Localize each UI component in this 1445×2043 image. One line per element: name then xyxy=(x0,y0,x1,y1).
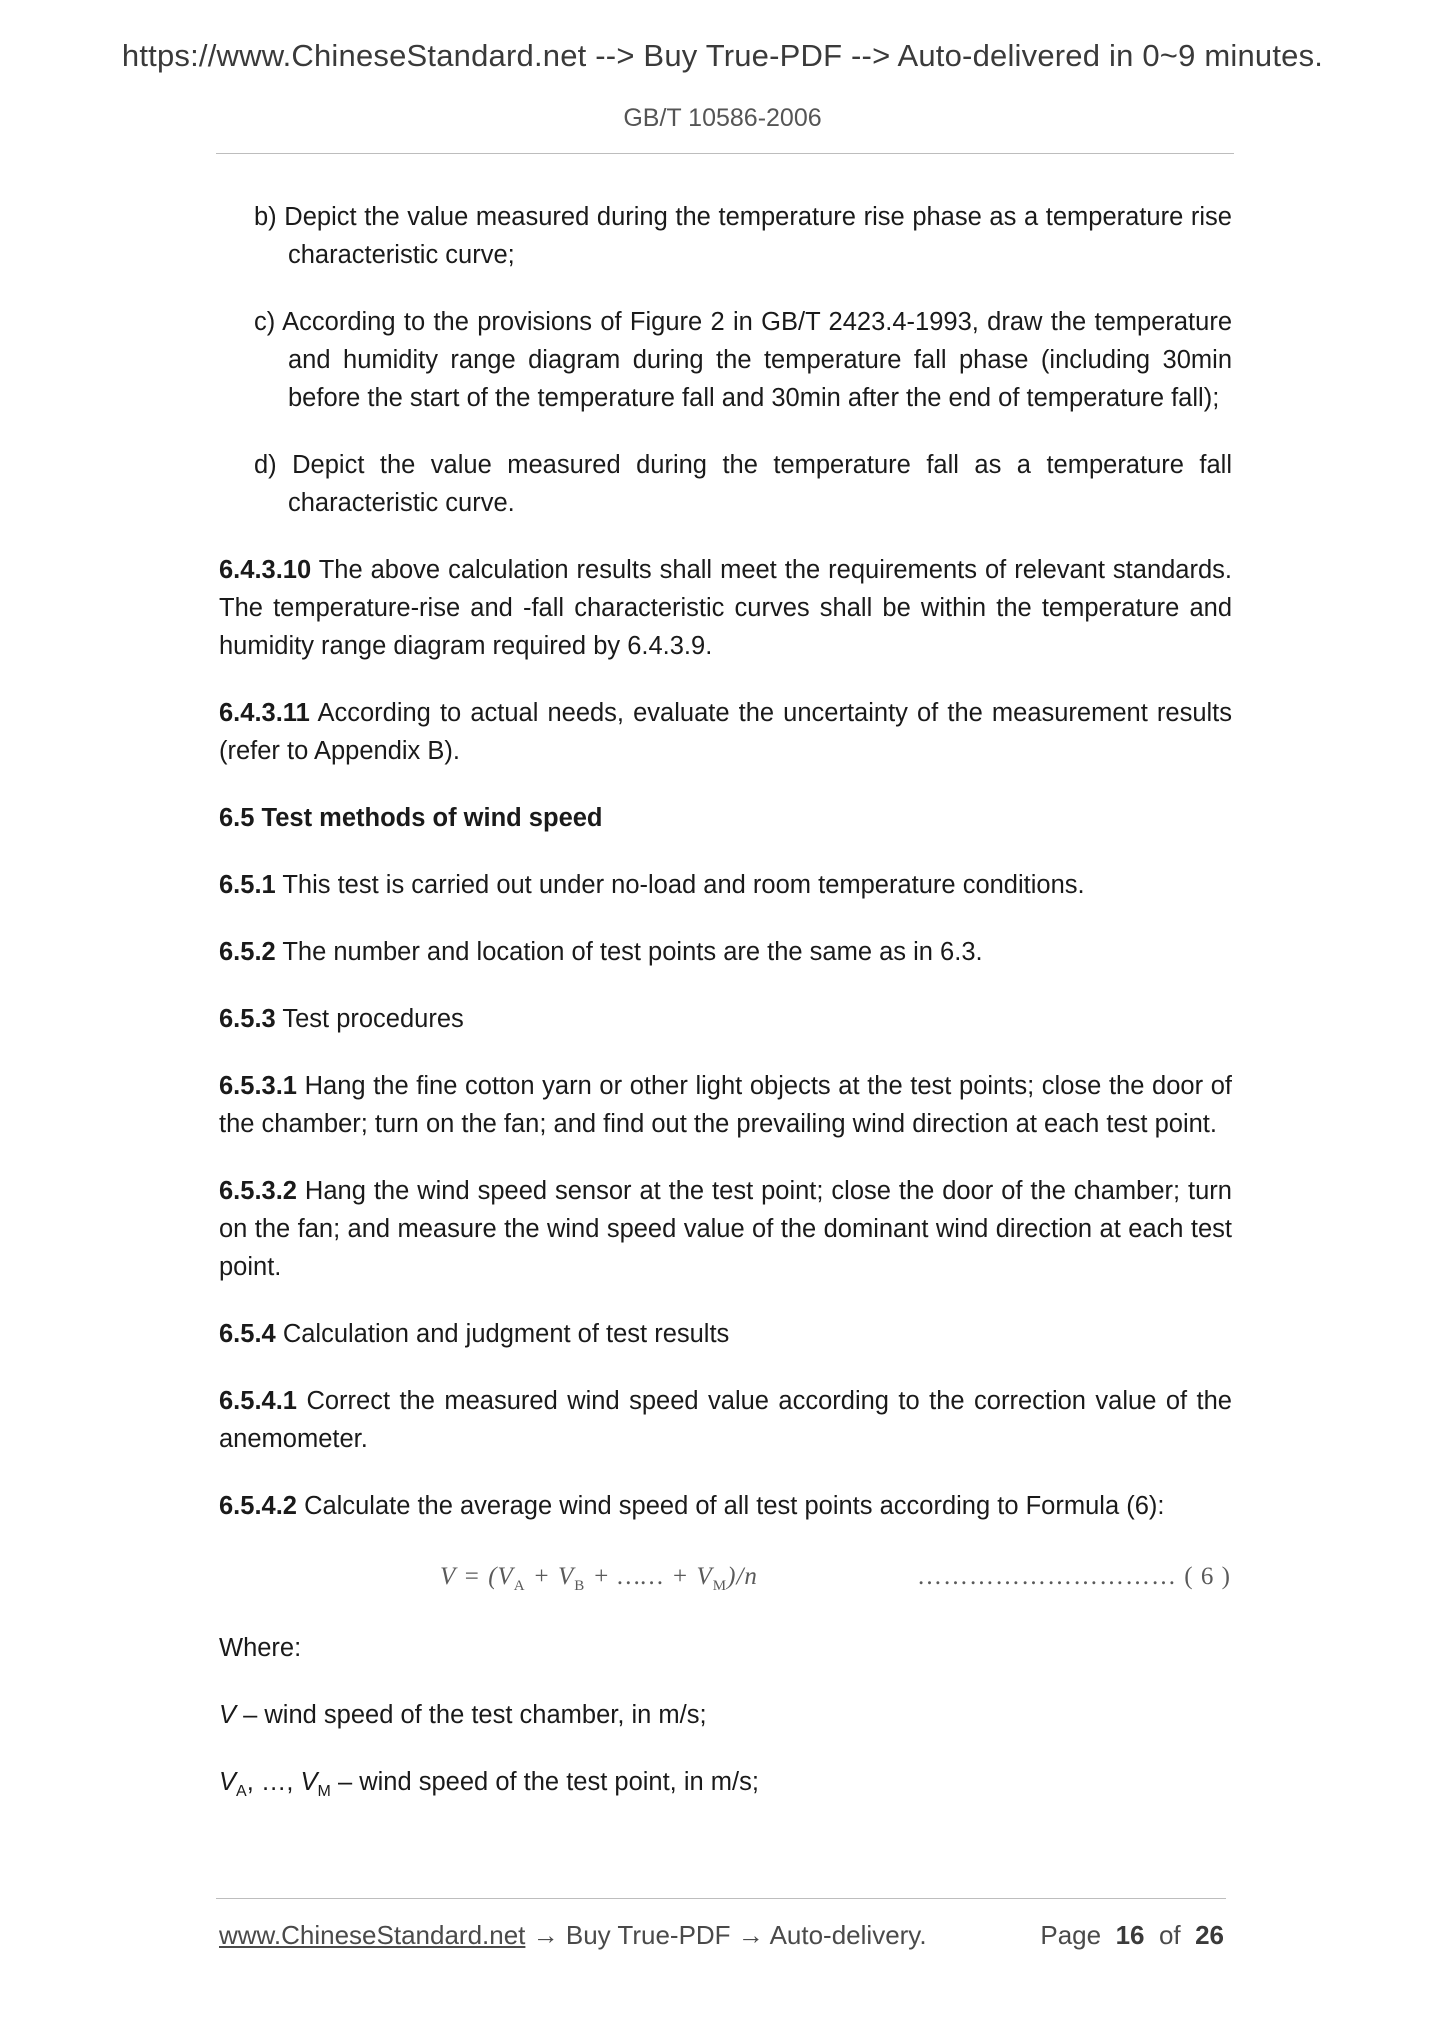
clause-number: 6.5.4.1 xyxy=(219,1387,297,1415)
clause-6-5-4-2 xyxy=(219,1487,1232,1525)
clause-number: 6.5.3 xyxy=(219,1005,276,1033)
formula-subscript: M xyxy=(712,1578,728,1594)
symbol-subscript: M xyxy=(317,1783,331,1801)
clause-6-5-1 xyxy=(219,866,1232,904)
clause-text: Hang the wind speed sensor at the test point; close the door of the chamber; turn on the fan; and measure the wind speed value of the dominant wind direction at each test point. xyxy=(219,1177,1232,1281)
clause-number: 6.4.3.10 xyxy=(219,556,312,584)
clause-6-4-3-11 xyxy=(219,694,1232,770)
symbol: V xyxy=(219,1768,237,1796)
clause-text: Correct the measured wind speed value according to the correction value of the anemometer. xyxy=(219,1387,1232,1453)
clause-6-5-3-2 xyxy=(219,1172,1232,1286)
definition-v xyxy=(219,1696,1232,1734)
clause-text: Test procedures xyxy=(282,1005,464,1033)
clause-6-5-4 xyxy=(219,1315,1232,1353)
header-divider xyxy=(216,153,1234,154)
clause-6-5-2 xyxy=(219,933,1232,971)
symbol: V xyxy=(300,1768,318,1796)
page-indicator xyxy=(1040,1920,1224,1951)
footer-site-link[interactable]: www.ChineseStandard.net xyxy=(219,1920,526,1950)
clause-text: Hang the fine cotton yarn or other light objects at the test points; close the door of the chamber; turn on the fan; and find out the prevailing wind direction at each test point. xyxy=(219,1072,1232,1138)
footer-divider xyxy=(216,1898,1226,1899)
clause-number: 6.5.4 xyxy=(219,1320,276,1348)
page-number: 16 xyxy=(1115,1920,1145,1950)
clause-text: The number and location of test points are the same as in 6.3. xyxy=(282,938,983,966)
formula-subscript: B xyxy=(574,1578,586,1594)
clause-number: 6.5.3.2 xyxy=(219,1177,297,1205)
clause-number: 6.5.2 xyxy=(219,938,276,966)
clause-6-4-3-10 xyxy=(219,551,1232,665)
definition-text: – wind speed of the test chamber, in m/s; xyxy=(236,1701,707,1729)
top-banner: https://www.ChineseStandard.net --> Buy True-PDF --> Auto-delivered in 0~9 minutes. xyxy=(121,38,1324,73)
separator: , …, xyxy=(246,1768,301,1796)
footer-left xyxy=(219,1920,927,1951)
page-label: Page xyxy=(1040,1920,1102,1950)
definition-text: – wind speed of the test point, in m/s; xyxy=(330,1768,759,1796)
formula-6 xyxy=(219,1554,1232,1600)
formula-part: V = (V xyxy=(440,1563,514,1590)
clause-6-5-3-1 xyxy=(219,1067,1232,1143)
clause-text: Calculate the average wind speed of all test points according to Formula (6): xyxy=(304,1492,1165,1520)
clause-text: This test is carried out under no-load and room temperature conditions. xyxy=(282,871,1085,899)
clause-6-5-3 xyxy=(219,1000,1232,1038)
symbol-subscript: A xyxy=(236,1783,247,1801)
section-heading-6-5: 6.5 Test methods of wind speed xyxy=(219,804,603,832)
formula-part: + V xyxy=(525,1563,575,1590)
definition-va-vm xyxy=(219,1763,1232,1811)
footer-tagline: → Buy True-PDF → Auto-delivery. xyxy=(525,1920,927,1950)
clause-text: Calculation and judgment of test results xyxy=(282,1320,730,1348)
formula-part: )/n xyxy=(727,1563,758,1590)
formula-subscript: A xyxy=(513,1578,526,1594)
page-content xyxy=(219,198,1232,1840)
list-item-b: b) Depict the value measured during the temperature rise phase as a temperature rise characteristic curve; xyxy=(254,203,1232,269)
where-label: Where: xyxy=(219,1634,302,1662)
clause-text: According to actual needs, evaluate the uncertainty of the measurement results (refer to Appendix B). xyxy=(219,699,1232,765)
list-item-c: c) According to the provisions of Figure 2 in GB/T 2423.4-1993, draw the temperature and humidity range diagram during the temperature fall phase (including 30min before the start of the temperature fall and 30min after the end of temperature fall); xyxy=(254,308,1232,412)
formula-expression xyxy=(440,1558,758,1605)
of-label: of xyxy=(1158,1920,1181,1950)
symbol: V xyxy=(219,1701,237,1729)
clause-text: The above calculation results shall meet the requirements of relevant standards. The temperature-rise and -fall characteristic curves shall be within the temperature and humidity range diagram required by 6.4.3.9. xyxy=(219,556,1232,660)
formula-part: + …… + V xyxy=(585,1563,713,1590)
list-item-d: d) Depict the value measured during the temperature fall as a temperature fall characteristic curve. xyxy=(254,451,1232,517)
page-total: 26 xyxy=(1195,1920,1224,1950)
standard-id: GB/T 10586-2006 xyxy=(623,104,822,132)
formula-number: ………………………… ( 6 ) xyxy=(917,1563,1231,1590)
clause-number: 6.4.3.11 xyxy=(219,699,310,727)
clause-6-5-4-1 xyxy=(219,1382,1232,1458)
clause-number: 6.5.1 xyxy=(219,871,276,899)
clause-number: 6.5.3.1 xyxy=(219,1072,297,1100)
clause-number: 6.5.4.2 xyxy=(219,1492,297,1520)
